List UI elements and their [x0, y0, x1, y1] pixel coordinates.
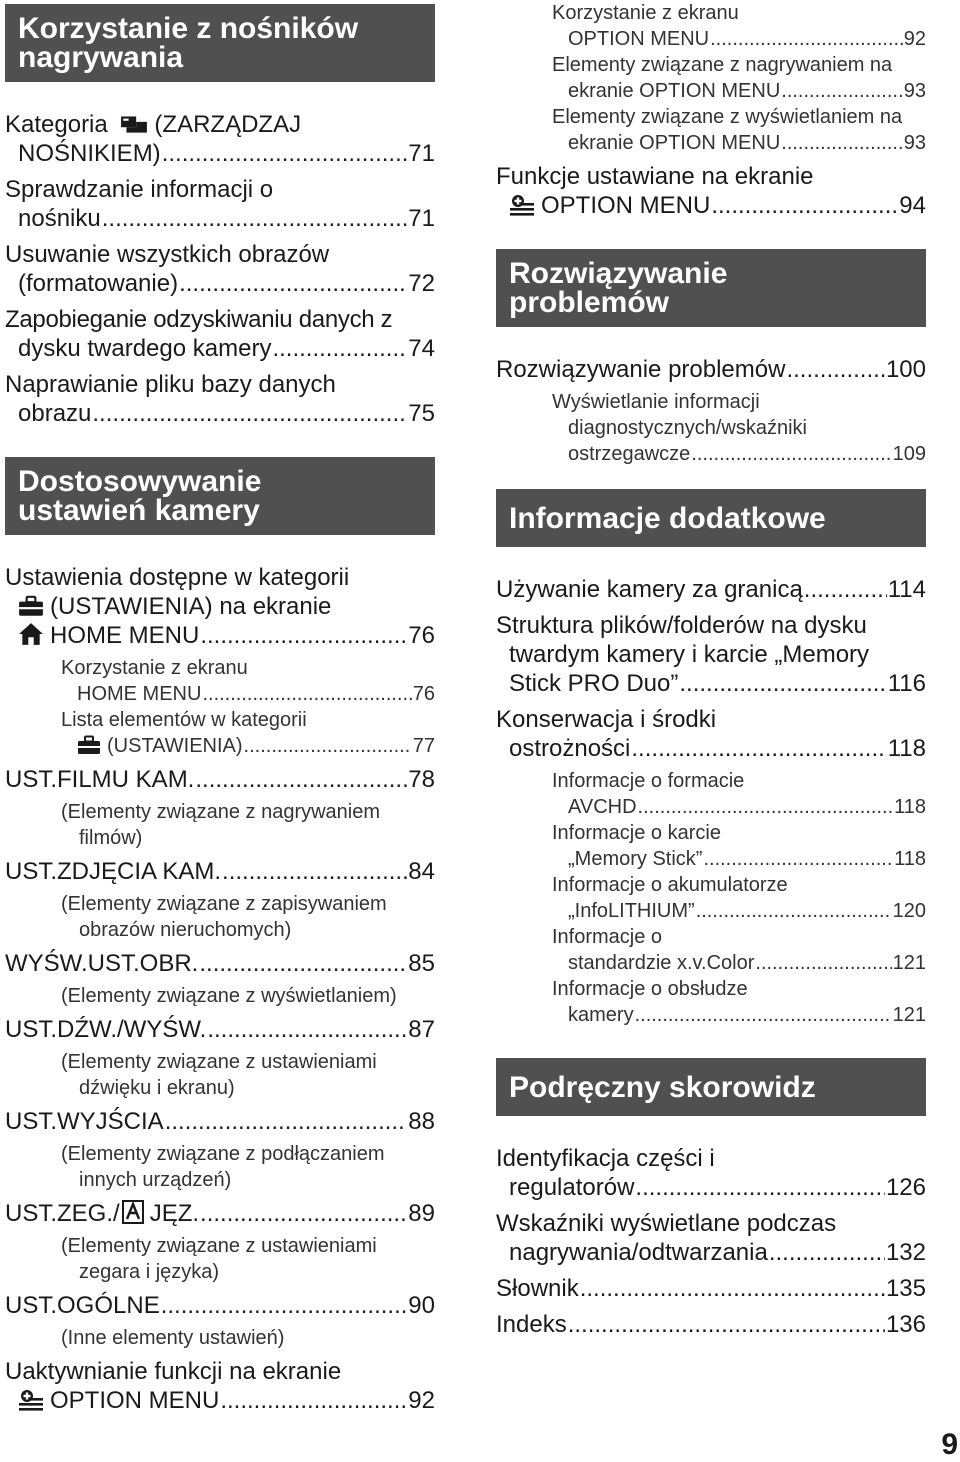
toolbox-icon [18, 595, 44, 617]
entry-text: nagrywania/odtwarzania [509, 1239, 768, 1266]
entry-text: WYŚW.UST.OBR. [5, 950, 199, 977]
toc-subentry-avchd[interactable] [552, 768, 926, 820]
entry-text: Struktura plików/folderów na dysku [496, 612, 867, 639]
page-ref: 114 [887, 576, 926, 603]
page-ref: 121 [892, 1004, 926, 1026]
entry-text: (Elementy związane z ustawieniami [61, 1235, 377, 1257]
page-ref: 78 [408, 766, 435, 793]
entry-text: (USTAWIENIA) na ekranie [50, 593, 332, 620]
section-header-media [5, 4, 435, 82]
entry-text: ostrożności [509, 735, 631, 762]
entry-text: Informacje o akumulatorze [552, 874, 788, 896]
toc-entry-view-settings[interactable] [5, 949, 435, 978]
entry-text: Identyfikacja części i [496, 1145, 715, 1172]
toc-subentry-option-menu[interactable] [552, 0, 926, 52]
page-number: 9 [941, 1428, 958, 1461]
toc-entry-option-functions[interactable] [496, 162, 926, 220]
toc-entry-parts[interactable] [496, 1144, 926, 1202]
entry-text: kamery [568, 1004, 634, 1026]
section-title-line: problemów [509, 286, 670, 319]
toc-subentry-memory-stick[interactable] [552, 820, 926, 872]
section-title-line: Podręczny skorowidz [509, 1071, 816, 1104]
page-ref: 88 [408, 1108, 435, 1135]
entry-text: obrazu [18, 400, 92, 427]
entry-text: Słownik [496, 1275, 579, 1302]
entry-text: Informacje o obsłudze [552, 978, 748, 1000]
toc-entry-indicators[interactable] [496, 1209, 926, 1267]
toolbox-icon [77, 735, 101, 755]
entry-text: Informacje o karcie [552, 822, 721, 844]
entry-text: OPTION MENU [568, 28, 710, 50]
toc-description [61, 1141, 435, 1193]
toc-description [61, 1233, 435, 1285]
entry-text: Informacje o formacie [552, 770, 745, 792]
entry-text: JĘZ. [149, 1200, 200, 1227]
entry-text: Elementy związane z nagrywaniem na [552, 54, 893, 76]
home-icon [18, 622, 44, 646]
entry-text: twardym kamery i karcie „Memory [509, 641, 870, 668]
toc-entry-option-menu[interactable] [5, 1357, 435, 1415]
entry-text: dźwięku i ekranu) [79, 1077, 235, 1099]
entry-text: Usuwanie wszystkich obrazów [5, 241, 330, 268]
page-ref: 87 [408, 1016, 435, 1043]
toc-entry-format[interactable] [5, 240, 435, 298]
entry-text: Kategoria [5, 111, 108, 138]
entry-text: nośniku [18, 205, 101, 232]
entry-text: ekranie OPTION MENU [568, 80, 781, 102]
entry-text: Korzystanie z ekranu [61, 657, 248, 679]
toc-entry-repair-db[interactable] [5, 370, 435, 428]
page-ref: 118 [894, 796, 926, 818]
toc-subentry-battery[interactable] [552, 872, 926, 924]
entry-text: Funkcje ustawiane na ekranie [496, 163, 814, 190]
section-header-quick-reference [496, 1058, 926, 1116]
section-title-line: nagrywania [18, 41, 184, 74]
entry-text: NOŚNIKIEM) [18, 140, 161, 167]
toc-subentry-settings-list[interactable] [61, 707, 435, 759]
entry-text: innych urządzeń) [79, 1169, 232, 1191]
toc-entry-settings[interactable] [5, 563, 435, 650]
entry-text: Sprawdzanie informacji o [5, 176, 274, 203]
toc-description [61, 983, 435, 1009]
page-ref: 74 [408, 335, 435, 362]
page-ref: 75 [408, 400, 435, 427]
left-column [5, 4, 435, 1422]
entry-text: dysku twardego kamery [18, 335, 272, 362]
entry-text: Elementy związane z wyświetlaniem na [552, 106, 903, 128]
toc-entry-abroad[interactable] [496, 575, 926, 604]
entry-text: Używanie kamery za granicą [496, 576, 803, 603]
toc-entry-clock-language[interactable] [5, 1199, 435, 1228]
page-ref: 118 [887, 735, 926, 762]
option-menu-icon [509, 194, 535, 216]
page-ref: 135 [885, 1275, 926, 1302]
toc-subentry-xvcolor[interactable] [552, 924, 926, 976]
page-ref: 121 [892, 952, 926, 974]
entry-text: OPTION MENU [50, 1387, 220, 1414]
page-ref: 100 [885, 356, 926, 383]
entry-text: (Inne elementy ustawień) [61, 1327, 285, 1349]
toc-description [61, 799, 435, 851]
entry-text: (Elementy związane z ustawieniami [61, 1051, 377, 1073]
section-header-additional-info [496, 489, 926, 547]
page-ref: 72 [408, 270, 435, 297]
page-ref: 89 [408, 1200, 435, 1227]
entry-text: diagnostycznych/wskaźniki [568, 417, 807, 439]
toc-subentry-option-recording[interactable] [552, 52, 926, 104]
entry-text: Konserwacja i środki [496, 706, 717, 733]
entry-text: OPTION MENU [541, 192, 711, 219]
toc-entry-photo-settings[interactable] [5, 857, 435, 886]
toc-entry-maintenance[interactable] [496, 705, 926, 763]
entry-text: „InfoLITHIUM” [568, 900, 695, 922]
page-ref: 76 [412, 683, 435, 705]
entry-text: Lista elementów w kategorii [61, 709, 307, 731]
entry-text: Rozwiązywanie problemów [496, 356, 786, 383]
entry-text: UST.WYJŚCIA [5, 1108, 164, 1135]
entry-text: UST.OGÓLNE [5, 1292, 160, 1319]
toc-entry-prevent-recovery[interactable] [5, 305, 435, 363]
page-ref: 120 [892, 900, 926, 922]
entry-text: ekranie OPTION MENU [568, 132, 781, 154]
toc-entry-manage-media[interactable] [5, 110, 435, 168]
section-title-line: Korzystanie z nośników [18, 12, 359, 45]
entry-text: standardzie x.v.Color [568, 952, 755, 974]
page-ref: 90 [408, 1292, 435, 1319]
page-ref: 132 [885, 1239, 926, 1266]
entry-text: HOME MENU [77, 683, 202, 705]
toc-entry-glossary[interactable] [496, 1274, 926, 1303]
toc-entry-file-structure[interactable] [496, 611, 926, 698]
entry-text: „Memory Stick” [568, 848, 703, 870]
page-ref: 77 [412, 735, 435, 757]
entry-text: Zapobieganie odzyskiwaniu danych z [5, 306, 393, 333]
toc-description [61, 1325, 435, 1351]
section-title-line: ustawień kamery [18, 494, 260, 527]
entry-text: Naprawianie pliku bazy danych [5, 371, 336, 398]
page-ref: 71 [408, 205, 435, 232]
toc-entry-media-info[interactable] [5, 175, 435, 233]
toc-subentry-home-menu[interactable] [61, 655, 435, 707]
section-title-line: Informacje dodatkowe [509, 502, 826, 535]
entry-text: Uaktywnianie funkcji na ekranie [5, 1358, 342, 1385]
entry-text: AVCHD [568, 796, 637, 818]
page-ref: 92 [903, 28, 926, 50]
toc-entry-movie-settings[interactable] [5, 765, 435, 794]
entry-text: (Elementy związane z nagrywaniem [61, 801, 381, 823]
page-ref: 116 [887, 670, 926, 697]
entry-text: Informacje o [552, 926, 663, 948]
entry-text: Indeks [496, 1311, 567, 1338]
entry-text: Wskaźniki wyświetlane podczas [496, 1210, 837, 1237]
entry-text: Ustawienia dostępne w kategorii [5, 564, 350, 591]
entry-text: UST.ZEG./ [5, 1200, 120, 1227]
page-ref: 85 [408, 950, 435, 977]
entry-text: Stick PRO Duo” [509, 670, 679, 697]
page-ref: 93 [903, 80, 926, 102]
entry-text: (formatowanie) [18, 270, 179, 297]
entry-text: (Elementy związane z wyświetlaniem) [61, 985, 397, 1007]
page-ref: 93 [903, 132, 926, 154]
entry-text: UST.DŹW./WYŚW. [5, 1016, 207, 1043]
toc-subentry-diagnostics[interactable] [552, 389, 926, 467]
page-ref: 92 [408, 1387, 435, 1414]
page-ref: 118 [894, 848, 926, 870]
language-icon [122, 1200, 144, 1224]
entry-text: (Elementy związane z podłączaniem [61, 1143, 385, 1165]
entry-text: (USTAWIENIA) [107, 735, 243, 757]
section-title-line: Rozwiązywanie [509, 257, 728, 290]
manage-media-icon [120, 113, 148, 135]
entry-text: Korzystanie z ekranu [552, 2, 739, 24]
toc-entry-output-settings[interactable] [5, 1107, 435, 1136]
entry-text: (ZARZĄDZAJ [154, 111, 302, 138]
page-ref: 76 [408, 622, 435, 649]
toc-subentry-option-display[interactable] [552, 104, 926, 156]
entry-text: obrazów nieruchomych) [79, 919, 292, 941]
entry-text: UST.ZDJĘCIA KAM. [5, 858, 222, 885]
toc-subentry-handling[interactable] [552, 976, 926, 1028]
toc-entry-sound-display[interactable] [5, 1015, 435, 1044]
toc-entry-index[interactable] [496, 1310, 926, 1339]
toc-description [61, 891, 435, 943]
section-title-line: Dostosowywanie [18, 465, 262, 498]
page-ref: 126 [885, 1174, 926, 1201]
page-ref: 94 [899, 192, 926, 219]
page-ref: 84 [408, 858, 435, 885]
page-ref: 71 [408, 140, 435, 167]
toc-entry-general-settings[interactable] [5, 1291, 435, 1320]
right-column [496, 0, 926, 1346]
entry-text: zegara i języka) [79, 1261, 220, 1283]
option-menu-icon [18, 1389, 44, 1411]
toc-entry-troubleshooting[interactable] [496, 355, 926, 384]
entry-text: UST.FILMU KAM. [5, 766, 195, 793]
section-header-troubleshooting [496, 249, 926, 327]
entry-text: HOME MENU [50, 622, 200, 649]
entry-text: regulatorów [509, 1174, 635, 1201]
entry-text: (Elementy związane z zapisywaniem [61, 893, 387, 915]
page-ref: 136 [885, 1311, 926, 1338]
toc-description [61, 1049, 435, 1101]
entry-text: Wyświetlanie informacji [552, 391, 760, 413]
entry-text: ostrzegawcze [568, 443, 691, 465]
page-ref: 109 [892, 443, 926, 465]
entry-text: filmów) [79, 827, 143, 849]
section-header-customize [5, 457, 435, 535]
